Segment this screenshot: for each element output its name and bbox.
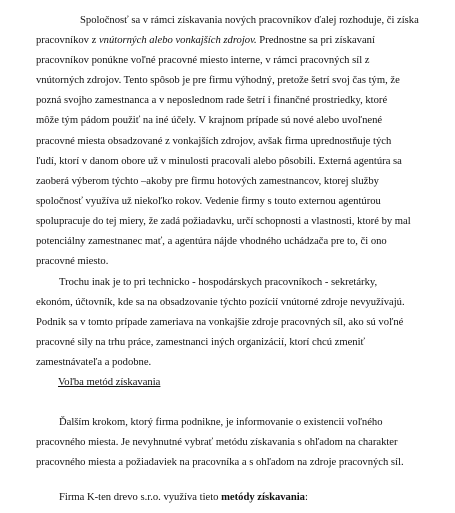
- paragraph-1-line-2-end: Prednostne sa pri získavaní: [256, 35, 375, 46]
- paragraph-1-line-12: potenciálny zamestnanec mať, a agentúra nájde vhodného uchádzača pre to, či ono: [36, 236, 387, 247]
- paragraph-2-line-3: Podnik sa v tomto prípade zameriava na vonkajšie zdroje pracovných síl, ako sú voľné: [36, 317, 404, 328]
- paragraph-1-line-11: spolupracuje do tej miery, že zadá požiadavku, určí schopnosti a vlastnosti, ktoré by mal: [36, 216, 411, 227]
- paragraph-1-line-3: pracovníkov ponúkne voľné pracovné miesto interne, v rámci pracovných síl z: [36, 55, 370, 66]
- paragraph-1-line-6: môže tým pádom použiť na iné účely. V krajnom prípade sú nové alebo uvoľnené: [36, 115, 383, 126]
- section-heading: Voľba metód získavania: [58, 377, 161, 388]
- paragraph-1-line-9: zaoberá výberom týchto –akoby pre firmu hotových zamestnancov, ktorej služby: [36, 176, 379, 187]
- paragraph-2-line-4: pracovné sily na trhu práce, zamestnanci iných organizácií, ktorí chcú zmeniť: [36, 337, 366, 348]
- paragraph-2-line-5: zamestnávateľa a podobne.: [36, 357, 152, 368]
- paragraph-4-line-1-end: :: [304, 492, 308, 503]
- paragraph-2-line-1: Trochu inak je to pri technicko - hospodárskych pracovníkoch - sekretárky,: [59, 277, 378, 288]
- paragraph-1-line-2: [36, 34, 375, 47]
- paragraph-1-line-10: spoločnosť využíva už niekoľko rokov. Vedenie firmy s touto externou agentúrou: [36, 196, 381, 207]
- paragraph-4-line-1-start: Firma K-ten drevo s.r.o. využíva tieto: [59, 492, 222, 503]
- paragraph-1-line-2-italic: vnútorných alebo vonkajších zdrojov.: [98, 35, 257, 46]
- paragraph-4-line-1: [59, 491, 308, 504]
- paragraph-3-line-2: pracovného miesta. Je nevyhnutné vybrať metódu získavania s ohľadom na charakter: [36, 437, 398, 448]
- paragraph-1-line-5: pozná svojho zamestnanca a v neposlednom rade šetrí i finančné prostriedky, ktoré: [36, 95, 388, 106]
- paragraph-3-line-1: Ďalším krokom, ktorý firma podnikne, je informovanie o existencii voľného: [59, 417, 383, 428]
- paragraph-1-line-8: ľudí, ktorí v danom obore už v minulosti pracovali alebo pôsobili. Externá agentúra sa: [36, 156, 402, 167]
- paragraph-1-line-1: Spoločnosť sa v rámci získavania nových pracovníkov ďalej rozhoduje, či získa: [80, 15, 419, 26]
- paragraph-1-line-4: vnútorných zdrojov. Tento spôsob je pre firmu výhodný, pretože šetrí svoj čas tým, že: [36, 75, 400, 86]
- paragraph-1-line-2-start: pracovníkov z: [36, 35, 99, 46]
- paragraph-1-line-13: pracovné miesto.: [36, 256, 109, 267]
- paragraph-2-line-2: ekonóm, účtovník, kde sa na obsadzovanie týchto pozícií vnútorné zdroje nevyužívajú.: [36, 297, 405, 308]
- paragraph-1-line-7: pracovné miesta obsadzované z vonkajších zdrojov, avšak firma uprednostňuje tých: [36, 136, 392, 147]
- paragraph-4-line-1-bold: metódy získavania: [221, 492, 305, 503]
- paragraph-3-line-3: pracovného miesta a požiadaviek na pracovníka a s ohľadom na zdroje pracovných síl.: [36, 457, 404, 468]
